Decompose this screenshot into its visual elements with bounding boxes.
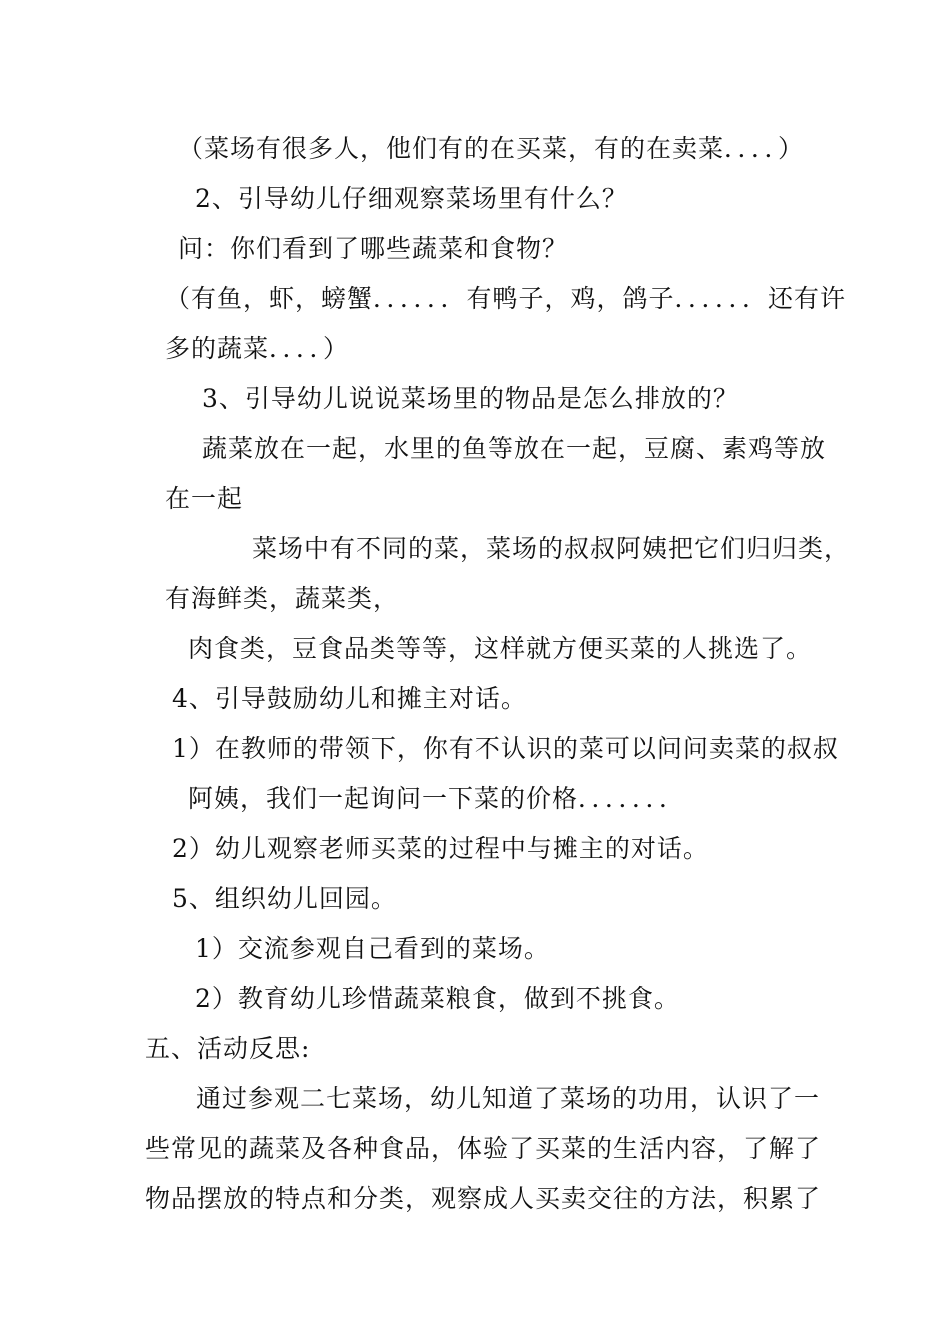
text-line-8: 在一起 [165,484,244,513]
text-line-16: 5、组织幼儿回园。 [172,884,397,913]
text-line-22: 物品摆放的特点和分类，观察成人买卖交往的方法，积累了 [145,1184,822,1213]
text-line-10: 有海鲜类，蔬菜类， [165,584,400,613]
text-line-7: 蔬菜放在一起，水里的鱼等放在一起，豆腐、素鸡等放 [202,434,827,463]
text-line-5: 多的蔬菜．．．．） [165,334,350,363]
text-line-3: 问：你们看到了哪些蔬菜和食物？ [178,234,569,263]
text-line-4: （有鱼，虾，螃蟹．．．．．．有鸭子，鸡，鸽子．．．．．．还有许 [165,284,847,313]
text-line-12: 4、引导鼓励幼儿和摊主对话。 [172,684,527,713]
text-line-1: （菜场有很多人，他们有的在买菜，有的在卖菜．．．．） [178,134,805,163]
text-line-17: 1）交流参观自己看到的菜场。 [195,934,550,963]
text-line-6: 3、引导幼儿说说菜场里的物品是怎么排放的？ [202,384,739,413]
text-line-9: 菜场中有不同的菜，菜场的叔叔阿姨把它们归归类， [252,534,851,563]
text-line-13: 1）在教师的带领下，你有不认识的菜可以问问卖菜的叔叔 [172,734,839,763]
text-line-15: 2）幼儿观察老师买菜的过程中与摊主的对话。 [172,834,709,863]
text-line-21: 些常见的蔬菜及各种食品，体验了买菜的生活内容，了解了 [145,1134,822,1163]
text-line-11: 肉食类，豆食品类等等，这样就方便买菜的人挑选了。 [188,634,813,663]
section-heading: 五、活动反思: [145,1034,311,1063]
text-line-14: 阿姨，我们一起询问一下菜的价格．．．．．．． [188,784,686,813]
text-line-18: 2）教育幼儿珍惜蔬菜粮食，做到不挑食。 [195,984,680,1013]
text-line-2: 2、引导幼儿仔细观察菜场里有什么？ [195,184,628,213]
text-line-20: 通过参观二七菜场，幼儿知道了菜场的功用，认识了一 [196,1084,821,1113]
